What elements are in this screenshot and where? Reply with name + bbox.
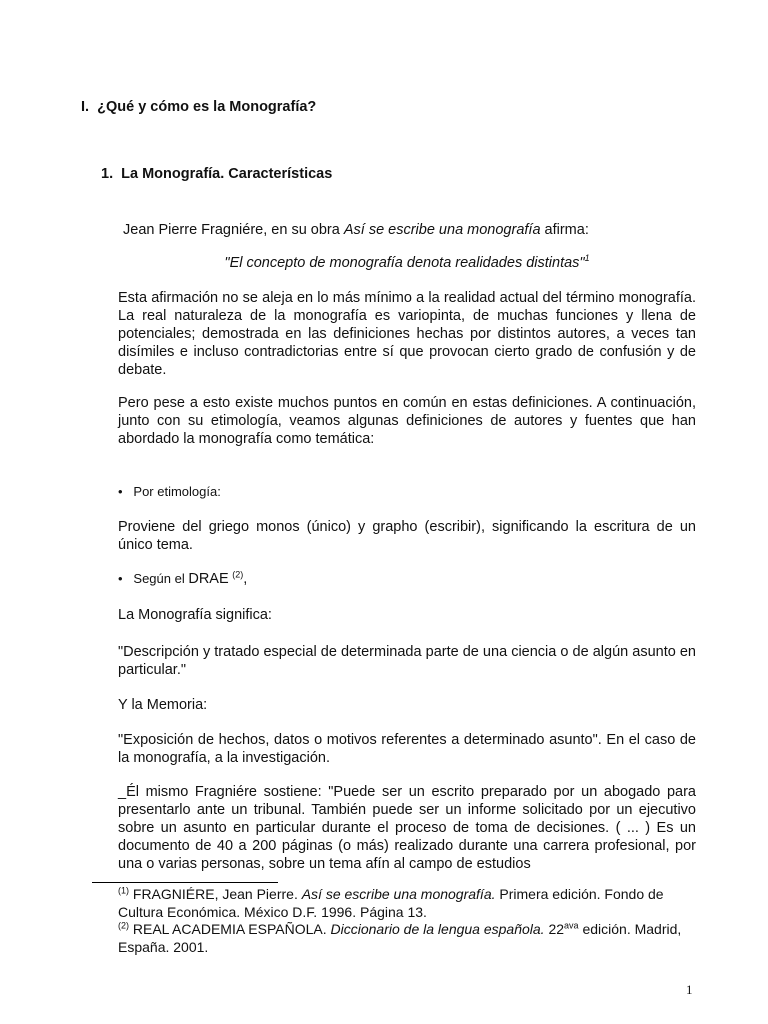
- drae-abbr: DRAE: [188, 571, 229, 587]
- bullet-label: Por etimología:: [133, 484, 221, 499]
- footnote-marker: (2): [118, 920, 129, 931]
- paragraph: Esta afirmación no se aleja en lo más mínimo a la realidad actual del término monografía. La real naturaleza de la monografía es variopinta, de muchas funciones y llena de potenciales; demostrada en las definiciones hechas por distintos autores, a veces tan disímiles e incluso contradictorias entre sí que provocan cierto grado de confusión y de debate.: [118, 290, 696, 378]
- paragraph: "Descripción y tratado especial de determinada parte de una ciencia o de algún asunto en particular.": [118, 644, 696, 678]
- bullet-label: Según el: [133, 571, 189, 586]
- paragraph: "Exposición de hechos, datos o motivos referentes a determinado asunto". En el caso de la monografía, a la investigación.: [118, 732, 696, 766]
- section-title: ¿Qué y cómo es la Monografía?: [97, 99, 317, 115]
- paragraph: Y la Memoria:: [118, 697, 208, 713]
- page-number: 1: [686, 982, 693, 997]
- footnote: [118, 886, 698, 921]
- paragraph: Pero pese a esto existe muchos puntos en común en estas definiciones. A continuación, junto con su etimología, veamos algunas definiciones de autores y fuentes que han abordado la monografía como temática:: [118, 395, 696, 447]
- footnote-work-title: Así se escribe una monografía.: [301, 886, 496, 902]
- subsection-number: 1.: [101, 166, 114, 182]
- intro-text: Jean Pierre Fragniére, en su obra: [123, 222, 344, 238]
- footnote: [118, 921, 698, 956]
- footnote-author: REAL ACADEMIA ESPAÑOLA.: [129, 921, 331, 937]
- intro-line: [123, 221, 683, 239]
- paragraph: _Él mismo Fragniére sostiene: "Puede ser un escrito preparado por un abogado para presentarlo ante un tribunal. También puede ser un informe solicitado por un ejecutivo sobre un asunto en particular durante el proceso de toma de decisiones. ( ... ) Es un documento de 40 a 200 páginas (o más) realizado durante una carrera profesional, por una o varias personas, sobre un tema afín al campo de estudios: [118, 784, 696, 872]
- bullet-item: [118, 484, 221, 499]
- footnote-marker: (1): [118, 885, 129, 896]
- subsection-title: La Monografía. Características: [121, 166, 333, 182]
- footnote-publication: edición. Madrid, España. 2001.: [118, 921, 682, 955]
- bullet-icon: •: [118, 571, 123, 586]
- intro-work-title: Así se escribe una monografía: [343, 222, 541, 238]
- quote-text: "El concepto de monografía denota realidades distintas": [224, 255, 585, 271]
- quote: [118, 254, 696, 272]
- footnote-author: FRAGNIÉRE, Jean Pierre.: [129, 886, 302, 902]
- paragraph: Proviene del griego monos (único) y grapho (escribir), significando la escritura de un único tema.: [118, 519, 696, 553]
- paragraph: La Monografía significa:: [118, 607, 272, 623]
- footnote-publication: Primera edición. Fondo de Cultura Económica. México D.F. 1996. Página 13.: [118, 886, 664, 920]
- bullet-icon: •: [118, 484, 123, 499]
- section-heading: [81, 99, 316, 115]
- footnote-edition-number: 22: [544, 921, 565, 937]
- bullet-item: [118, 571, 247, 587]
- footnote-work-title: Diccionario de la lengua española.: [330, 921, 545, 937]
- quote-footnote-ref: 1: [584, 253, 590, 264]
- footnote-edition-suffix: ava: [564, 920, 579, 931]
- section-number: I.: [81, 99, 90, 115]
- bullet-punct: ,: [243, 571, 248, 587]
- footnote-separator: [92, 882, 278, 883]
- intro-text-end: afirma:: [540, 222, 589, 238]
- drae-footnote-ref: (2): [232, 569, 244, 580]
- subsection-heading: [101, 166, 332, 182]
